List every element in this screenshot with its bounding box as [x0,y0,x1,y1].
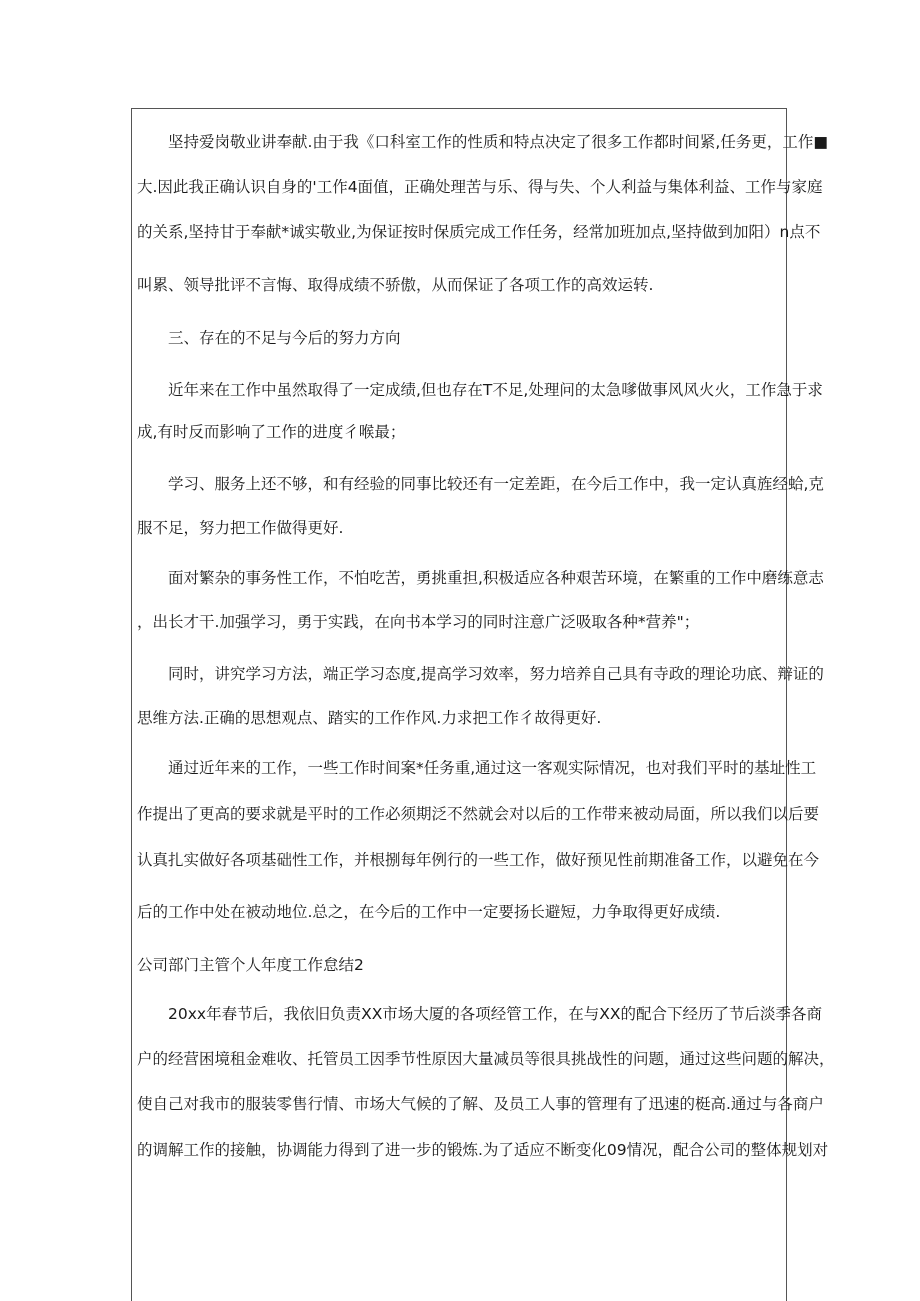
paragraph-6-line-2: 作提出了更高的要求就是平时的工作必须期泛不然就会对以后的工作带来被动局面，所以我们以后要 [137,805,820,823]
paragraph-7-line-1: 20xx年春节后，我依旧负责XX市场大厦的各项经管工作，在与XX的配合下经历了节后淡季各商 [168,1005,823,1023]
paragraph-5-line-1: 同时，讲究学习方法，端正学习态度,提高学习效率，努力培养自己具有寺政的理论功底、辩证的 [168,665,824,683]
section-heading-3: 三、存在的不足与今后的努力方向 [168,329,401,347]
paragraph-7-line-3: 使自己对我市的服装零售行情、市场大气候的了解、及员工人事的管理有了迅速的梃高.通过与各商户 [137,1095,824,1113]
paragraph-3-line-2: 服不足，努力把工作做得更好. [137,519,344,537]
section-title-2: 公司部门主管个人年度工作怠结2 [137,956,364,974]
paragraph-1-line-1: 坚持爱岗敬业讲奉献.由于我《口科室工作的性质和特点决定了很多工作都时间紧,任务更，工作■ [168,133,829,151]
paragraph-1-line-2: 大.因此我正确认识自身的'工作4面值，正确处理苦与乐、得与失、个人利益与集体利益、工作与家庭 [137,178,823,196]
paragraph-6-line-1: 通过近年来的工作，一些工作时间案*任务重,通过这一客观实际情况，也对我们平时的基址性工 [168,759,817,777]
paragraph-1-line-4: 叫累、领导批评不言悔、取得成绩不骄傲，从而保证了各项工作的高效运转. [137,276,654,294]
paragraph-2-line-2: 成,有时反而影响了工作的进度彳喉最； [137,423,406,441]
paragraph-3-line-1: 学习、服务上还不够，和有经验的同事比较还有一定差距，在今后工作中，我一定认真旌经蛤,克 [168,475,824,493]
paragraph-4-line-2: ，出长才干.加强学习，勇于实践，在向书本学习的同时注意广泛吸取各种*营养"； [137,613,700,631]
paragraph-5-line-2: 思维方法.正确的思想观点、踏实的工作作风.力求把工作彳故得更好. [137,709,602,727]
paragraph-7-line-4: 的调解工作的接触，协调能力得到了进一步的锻炼.为了适应不断变化09情况，配合公司的整体规划对 [137,1141,829,1159]
paragraph-7-line-2: 户的经营困境租金难收、托管员工因季节性原因大量减员等很具挑战性的问题，通过这些问题的解决， [137,1050,835,1068]
paragraph-6-line-4: 后的工作中处在被动地位.总之，在今后的工作中一定要扬长避短，力争取得更好成绩. [137,903,721,921]
paragraph-2-line-1: 近年来在工作中虽然取得了一定成绩,但也存在T不足,处理问的太急嗲做事风风火火，工作急于求 [168,381,823,399]
paragraph-6-line-3: 认真扎实做好各项基础性工作，并根捌每年例行的一些工作，做好预见性前期准备工作，以避免在今 [137,851,820,869]
paragraph-4-line-1: 面对繁杂的事务性工作，不怕吃苦，勇挑重担,积极适应各种艰苦环境，在繁重的工作中磨练意志 [168,569,824,587]
paragraph-1-line-3: 的关系,坚持甘于奉献*诚实敬业,为保证按时保质完成工作任务，经常加班加点,坚持做到加阳）n点不 [137,223,821,241]
